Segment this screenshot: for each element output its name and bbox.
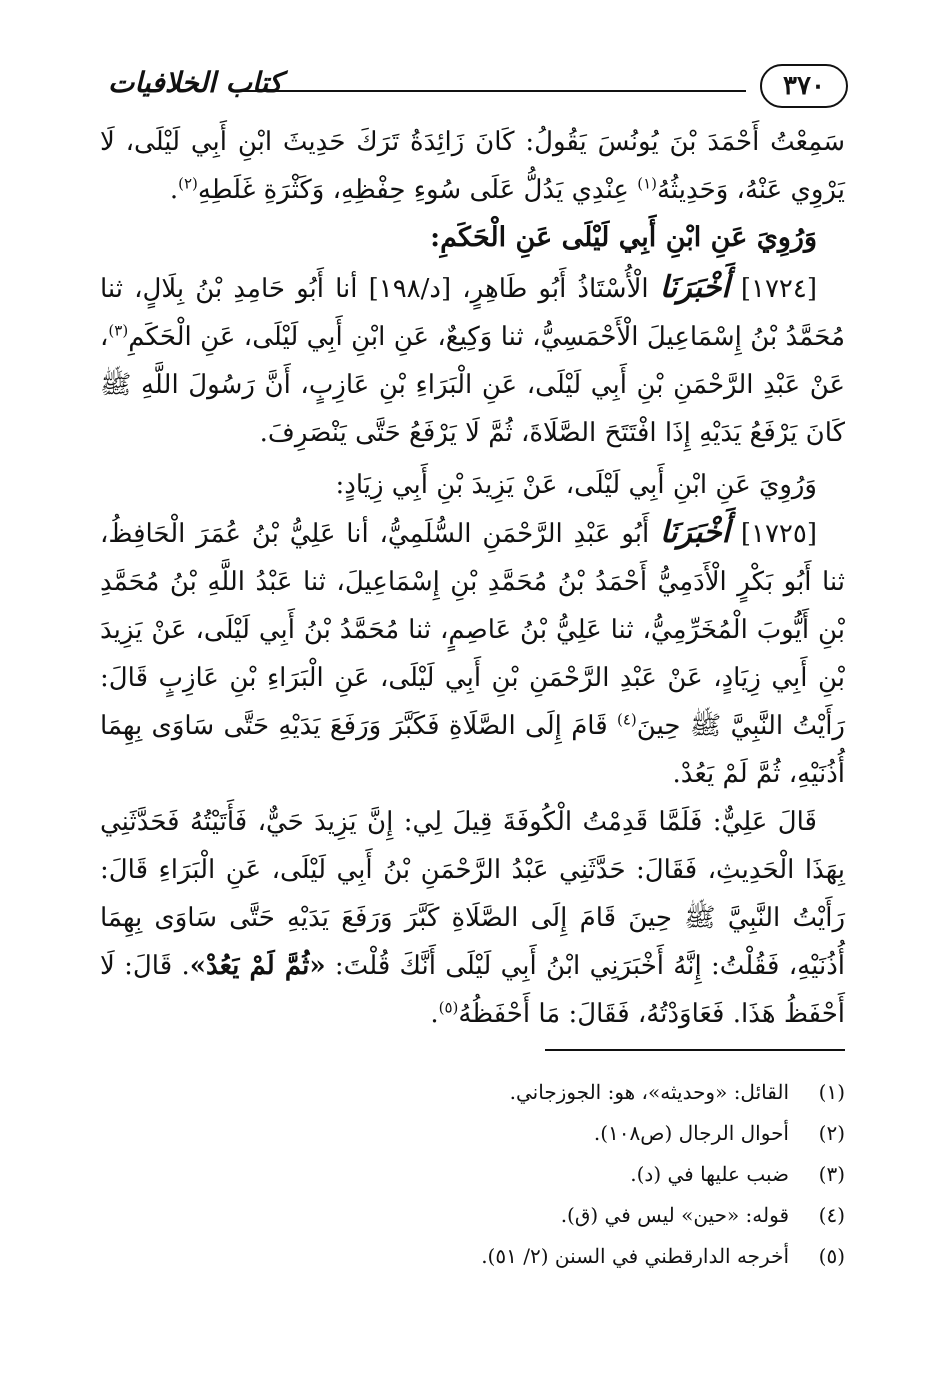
text-run: . <box>169 175 179 205</box>
footnote-text: أخرجه الدارقطني في السنن (٢/ ٥١). <box>481 1244 789 1268</box>
ali-paragraph <box>100 798 845 1038</box>
footnote-item <box>105 1236 845 1277</box>
hadith-1725 <box>100 509 845 798</box>
text-run: قَالَ عَلِيٌّ: فَلَمَّا قَدِمْتُ الْكُوفَةَ قِيلَ لِي: إِنَّ يَزِيدَ حَيٌّ، فَأَتَيْتُهُ فَحَدَّثَنِي بِهَذَا الْحَدِيثِ، فَقَالَ: حَدَّثَنِي عَبْدُ الرَّحْمَنِ بْنُ أَبِي لَيْلَى، عَنِ الْبَرَاءِ قَالَ: رَأَيْتُ النَّبِيَّ ﷺ حِينَ قَامَ إِلَى الصَّلَاةِ كَبَّرَ وَرَفَعَ يَدَيْهِ حَتَّى سَاوَى بِهِمَا أُذُنَيْهِ، فَقُلْتُ: إِنَّهُ أَخْبَرَنِي ابْنُ أَبِي لَيْلَى أَنَّكَ قُلْتَ: <box>100 807 846 981</box>
footnote-item <box>105 1195 845 1236</box>
footnote-text: أحوال الرجال (ص١٠٨). <box>593 1121 789 1145</box>
header-rule <box>234 90 746 92</box>
footnote-ref-4: (٤) <box>617 710 637 729</box>
footnote-number: (٣) <box>818 1162 845 1186</box>
quoted-phrase: «ثُمَّ لَمْ يَعُدْ» <box>189 951 326 981</box>
text-run: ، عَنْ عَبْدِ الرَّحْمَنِ بْنِ أَبِي لَيْلَى، عَنِ الْبَرَاءِ بْنِ عَازِبٍ، أَنَّ رَسُولَ اللَّهِ ﷺ كَانَ يَرْفَعُ يَدَيْهِ إِذَا افْتَتَحَ الصَّلَاةَ، ثُمَّ لَا يَرْفَعُ حَتَّى يَنْصَرِفَ. <box>100 322 845 448</box>
footnote-ref-3: (٣) <box>108 321 129 340</box>
text-run: قَامَ إِلَى الصَّلَاةِ فَكَبَّرَ وَرَفَعَ يَدَيْهِ حَتَّى سَاوَى بِهِمَا أُذُنَيْهِ، ثُمَّ لَمْ يَعُدْ. <box>100 711 845 789</box>
text-run: سَمِعْتُ أَحْمَدَ بْنَ يُونُسَ يَقُولُ: كَانَ زَائِدَةُ تَرَكَ حَدِيثَ ابْنِ أَبِي لَيْلَى، لَا يَرْوِي عَنْهُ، وَحَدِيثُهُ <box>100 127 845 205</box>
footnote-number: (٥) <box>818 1244 845 1268</box>
section-heading-hakam: وَرُوِيَ عَنِ ابْنِ أَبِي لَيْلَى عَنِ الْحَكَمِ: <box>430 222 817 253</box>
footnote-number: (٤) <box>818 1203 845 1227</box>
text-run: عِنْدِي يَدُلُّ عَلَى سُوءِ حِفْظِهِ، وَكَثْرَةِ غَلَطِهِ <box>197 175 638 205</box>
section-heading-yazid: وَرُوِيَ عَنِ ابْنِ أَبِي لَيْلَى، عَنْ يَزِيدَ بْنِ أَبِي زِيَادٍ: <box>335 470 817 500</box>
akhbarana-label: أَخْبَرَنَا <box>660 515 731 550</box>
footnote-text: قوله: «حين» ليس في (ق). <box>560 1203 789 1227</box>
hadith-number: [١٧٢٤] <box>740 274 818 304</box>
footnote-text: القائل: «وحديثه»، هو: الجوزجاني. <box>509 1080 789 1104</box>
footnote-number: (٢) <box>818 1121 845 1145</box>
page-number: ٣٧٠ <box>760 64 848 108</box>
footnote-number: (١) <box>818 1080 845 1104</box>
footnote-item <box>105 1154 845 1195</box>
footnotes <box>105 1072 845 1277</box>
footnote-ref-5: (٥) <box>438 998 459 1017</box>
hadith-number: [١٧٢٥] <box>740 519 817 549</box>
text-run: الْأُسْتَاذُ أَبُو طَاهِرٍ، <box>451 274 660 304</box>
main-text <box>100 118 845 1038</box>
footnote-separator <box>545 1049 845 1051</box>
page-header <box>108 62 848 114</box>
opening-paragraph <box>100 118 845 214</box>
text-run: أَبُو عَبْدِ الرَّحْمَنِ السُّلَمِيُّ، أنا عَلِيُّ بْنُ عُمَرَ الْحَافِظُ، ثنا أَبُو بَكْرٍ الْأَدَمِيُّ أَحْمَدُ بْنُ مُحَمَّدِ بْنِ إِسْمَاعِيلَ، ثنا عَبْدُ اللَّهِ بْنُ مُحَمَّدِ بْنِ أَيُّوبَ الْمُخَرِّمِيُّ، ثنا عَلِيُّ بْنُ عَاصِمٍ، ثنا مُحَمَّدُ بْنُ أَبِي لَيْلَى، عَنْ يَزِيدَ بْنِ أَبِي زِيَادٍ، عَنْ عَبْدِ الرَّحْمَنِ بْنِ أَبِي لَيْلَى، عَنِ الْبَرَاءِ بْنِ عَازِبٍ قَالَ: رَأَيْتُ النَّبِيَّ ﷺ حِينَ <box>100 519 845 741</box>
footnote-item <box>105 1072 845 1113</box>
manuscript-ref: [د/١٩٨] <box>368 274 452 304</box>
text-run: أنا أَبُو حَامِدِ بْنُ بِلَالٍ، ثنا مُحَمَّدُ بْنُ إِسْمَاعِيلَ الْأَحْمَسِيُّ، ثنا وَكِيعٌ، عَنِ ابْنِ أَبِي لَيْلَى، عَنِ الْحَكَمِ <box>100 274 845 352</box>
book-title: كتاب الخلافيات <box>108 66 283 99</box>
footnote-ref-2: (٢) <box>178 174 198 193</box>
text-run: . قَالَ: لَا أَحْفَظُ هَذَا. فَعَاوَدْتُهُ، فَقَالَ: مَا أَحْفَظُهُ <box>100 951 845 1029</box>
footnote-item <box>105 1113 845 1154</box>
footnote-ref-1: (١) <box>637 174 657 193</box>
footnote-text: ضبب عليها في (د). <box>630 1162 789 1186</box>
akhbarana-label: أَخْبَرَنَا <box>659 270 730 305</box>
text-run: . <box>430 999 439 1029</box>
hadith-1724 <box>100 264 845 457</box>
